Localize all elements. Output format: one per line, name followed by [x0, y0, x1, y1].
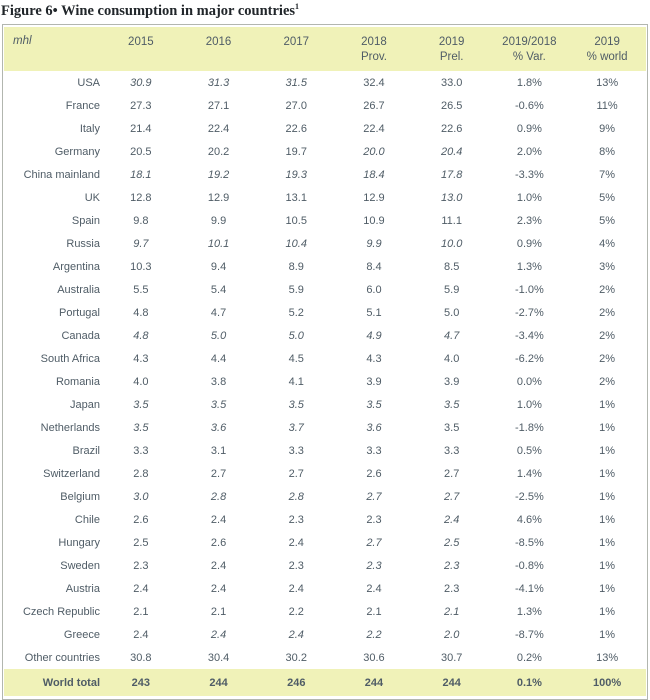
- value-cell: 3.5: [288, 398, 304, 411]
- value-cell: 2.6: [366, 467, 382, 480]
- country-cell: South Africa: [40, 352, 100, 365]
- value-cell: 10.9: [363, 214, 385, 227]
- value-cell: 5.9: [288, 283, 304, 296]
- variation-cell: -1.0%: [514, 283, 544, 296]
- value-cell: 8.4: [366, 260, 382, 273]
- table-row: [4, 554, 646, 577]
- variation-cell: 1.0%: [516, 191, 542, 204]
- table-row: [4, 623, 646, 646]
- figure-title: [0, 0, 650, 24]
- variation-cell: 1.3%: [516, 605, 542, 618]
- variation-cell: 1.3%: [516, 260, 542, 273]
- variation-cell: -3.3%: [514, 168, 544, 181]
- value-cell: 2.4: [133, 628, 149, 641]
- column-header-2016: 2016: [180, 27, 258, 71]
- table-row: [4, 232, 646, 255]
- value-cell: 3.3: [133, 444, 149, 457]
- country-cell: Netherlands: [40, 421, 100, 434]
- value-cell: 2.3: [288, 513, 304, 526]
- world-share-cell: 9%: [599, 122, 616, 135]
- country-cell: Canada: [61, 329, 100, 342]
- value-cell: 5.4: [210, 283, 227, 296]
- variation-cell: -8.5%: [514, 536, 544, 549]
- table-row: [4, 646, 646, 669]
- table-row: [4, 370, 646, 393]
- value-cell: 3.5: [133, 421, 149, 434]
- value-cell: 22.4: [207, 122, 230, 135]
- country-cell: Sweden: [60, 559, 100, 572]
- value-cell: 10.4: [285, 237, 307, 250]
- variation-cell: 1.0%: [516, 398, 542, 411]
- value-cell: 2.6: [210, 536, 227, 549]
- value-cell: 2.3: [288, 559, 304, 572]
- value-cell: 8.5: [444, 260, 460, 273]
- value-cell: 2.6: [133, 513, 149, 526]
- variation-cell: 0.0%: [516, 375, 542, 388]
- value-cell: 6.0: [366, 283, 382, 296]
- value-cell: 4.3: [366, 352, 382, 365]
- table-row: [4, 485, 646, 508]
- value-cell: 30.6: [363, 651, 385, 664]
- value-cell: 2.4: [210, 559, 227, 572]
- value-cell: 2.7: [288, 467, 304, 480]
- country-cell: Russia: [66, 237, 100, 250]
- world-share-cell: 1%: [599, 444, 616, 457]
- country-cell: China mainland: [23, 168, 100, 181]
- table-frame: [2, 24, 648, 700]
- value-cell: 5.0: [288, 329, 304, 342]
- value-cell: 19.7: [285, 145, 307, 158]
- value-cell: 31.3: [207, 76, 230, 89]
- value-cell: 2.8: [288, 490, 304, 503]
- value-cell: 27.1: [207, 99, 230, 112]
- value-cell: 30.8: [130, 651, 152, 664]
- value-cell: 2.8: [210, 490, 227, 503]
- value-cell: 32.4: [363, 76, 385, 89]
- value-cell: 30.9: [130, 76, 152, 89]
- world-share-cell: 1%: [599, 421, 616, 434]
- variation-cell: -4.1%: [514, 582, 544, 595]
- value-cell: 2.1: [133, 605, 149, 618]
- value-cell: 2.4: [210, 582, 227, 595]
- world-share-cell: 7%: [599, 168, 616, 181]
- table-row: [4, 301, 646, 324]
- total-value-cell: 244: [335, 669, 413, 696]
- table-row: [4, 347, 646, 370]
- column-header-2019-prel: 2019 Prel.: [413, 27, 491, 71]
- value-cell: 9.7: [133, 237, 149, 250]
- value-cell: 9.8: [133, 214, 149, 227]
- variation-cell: -0.8%: [514, 559, 544, 572]
- value-cell: 2.7: [210, 467, 227, 480]
- world-share-cell: 2%: [599, 306, 616, 319]
- value-cell: 2.8: [133, 467, 149, 480]
- value-cell: 3.3: [288, 444, 304, 457]
- table-row: [4, 416, 646, 439]
- value-cell: 10.0: [440, 237, 463, 250]
- country-cell: Romania: [55, 375, 100, 388]
- value-cell: 2.7: [366, 490, 382, 503]
- value-cell: 2.3: [444, 559, 460, 572]
- value-cell: 20.0: [363, 145, 385, 158]
- value-cell: 3.5: [366, 398, 382, 411]
- table-row: [4, 531, 646, 554]
- value-cell: 4.1: [288, 375, 304, 388]
- world-share-cell: 2%: [599, 283, 616, 296]
- table-body: [4, 71, 646, 669]
- value-cell: 21.4: [130, 122, 152, 135]
- variation-cell: 0.2%: [516, 651, 542, 664]
- value-cell: 26.5: [440, 99, 463, 112]
- value-cell: 12.9: [207, 191, 230, 204]
- value-cell: 20.2: [207, 145, 230, 158]
- world-share-cell: 11%: [596, 99, 618, 112]
- table-row: [4, 508, 646, 531]
- value-cell: 5.5: [133, 283, 149, 296]
- value-cell: 12.8: [130, 191, 152, 204]
- value-cell: 33.0: [440, 76, 463, 89]
- table-row: [4, 186, 646, 209]
- value-cell: 10.1: [207, 237, 230, 250]
- variation-cell: 0.9%: [516, 122, 542, 135]
- value-cell: 4.0: [133, 375, 149, 388]
- variation-cell: -3.4%: [514, 329, 544, 342]
- value-cell: 2.4: [444, 513, 460, 526]
- value-cell: 4.5: [288, 352, 304, 365]
- value-cell: 17.8: [440, 168, 463, 181]
- variation-cell: 0.9%: [516, 237, 542, 250]
- world-share-cell: 1%: [599, 536, 616, 549]
- value-cell: 5.2: [288, 306, 304, 319]
- value-cell: 4.9: [366, 329, 382, 342]
- table-row: [4, 393, 646, 416]
- value-cell: 2.1: [366, 605, 382, 618]
- value-cell: 27.3: [130, 99, 152, 112]
- table-row: [4, 209, 646, 232]
- table-row: [4, 577, 646, 600]
- country-cell: Japan: [70, 398, 100, 411]
- value-cell: 3.5: [133, 398, 149, 411]
- country-cell: Greece: [63, 628, 100, 641]
- variation-cell: 2.3%: [516, 214, 542, 227]
- world-share-cell: 1%: [599, 398, 616, 411]
- world-share-cell: 2%: [599, 352, 616, 365]
- value-cell: 22.6: [440, 122, 463, 135]
- value-cell: 3.5: [210, 398, 227, 411]
- value-cell: 4.8: [133, 329, 149, 342]
- country-cell: France: [65, 99, 100, 112]
- variation-cell: -1.8%: [514, 421, 544, 434]
- value-cell: 4.8: [133, 306, 149, 319]
- value-cell: 2.7: [366, 536, 382, 549]
- value-cell: 3.3: [444, 444, 460, 457]
- value-cell: 3.9: [444, 375, 460, 388]
- total-value-cell: 243: [102, 669, 180, 696]
- column-header-world-share: 2019 % world: [568, 27, 646, 71]
- world-share-cell: 13%: [596, 651, 619, 664]
- variation-cell: -6.2%: [514, 352, 544, 365]
- table-row: [4, 462, 646, 485]
- country-cell: Hungary: [58, 536, 100, 549]
- value-cell: 4.7: [210, 306, 227, 319]
- table-row: [4, 163, 646, 186]
- table-row: [4, 278, 646, 301]
- value-cell: 13.1: [285, 191, 307, 204]
- world-share-cell: 1%: [599, 513, 616, 526]
- value-cell: 27.0: [285, 99, 307, 112]
- value-cell: 2.7: [444, 467, 460, 480]
- table-row: [4, 71, 646, 94]
- world-share-cell: 1%: [599, 559, 616, 572]
- country-cell: USA: [77, 76, 100, 89]
- value-cell: 19.3: [285, 168, 307, 181]
- value-cell: 2.4: [210, 513, 227, 526]
- value-cell: 9.4: [210, 260, 227, 273]
- value-cell: 30.4: [207, 651, 230, 664]
- country-cell: Austria: [65, 582, 100, 595]
- value-cell: 3.9: [366, 375, 382, 388]
- country-cell: Chile: [74, 513, 100, 526]
- world-share-cell: 8%: [599, 145, 616, 158]
- value-cell: 2.7: [444, 490, 460, 503]
- value-cell: 2.4: [366, 582, 382, 595]
- world-share-cell: 13%: [596, 76, 619, 89]
- value-cell: 4.4: [210, 352, 227, 365]
- world-share-cell: 3%: [599, 260, 616, 273]
- header-row: [4, 27, 646, 71]
- value-cell: 2.2: [366, 628, 382, 641]
- value-cell: 2.3: [133, 559, 149, 572]
- value-cell: 3.7: [288, 421, 304, 434]
- column-header-variation: 2019/2018 % Var.: [491, 27, 569, 71]
- value-cell: 2.1: [210, 605, 227, 618]
- value-cell: 22.4: [363, 122, 385, 135]
- variation-cell: -2.5%: [514, 490, 544, 503]
- world-total-row: [4, 669, 646, 696]
- table-row: [4, 439, 646, 462]
- value-cell: 8.9: [288, 260, 304, 273]
- table-row: [4, 140, 646, 163]
- value-cell: 2.0: [444, 628, 460, 641]
- value-cell: 5.0: [444, 306, 460, 319]
- country-cell: Other countries: [24, 651, 100, 664]
- variation-cell: 4.6%: [516, 513, 542, 526]
- world-share-cell: 1%: [599, 490, 616, 503]
- wine-consumption-table: [4, 27, 646, 696]
- world-share-cell: 1%: [599, 467, 616, 480]
- total-value-cell: 244: [413, 669, 491, 696]
- value-cell: 10.3: [130, 260, 152, 273]
- value-cell: 13.0: [440, 191, 463, 204]
- footnote-marker: 1: [295, 2, 300, 12]
- value-cell: 2.4: [210, 628, 227, 641]
- value-cell: 10.5: [285, 214, 307, 227]
- value-cell: 4.0: [444, 352, 460, 365]
- value-cell: 3.5: [444, 421, 460, 434]
- value-cell: 18.1: [130, 168, 152, 181]
- value-cell: 30.7: [440, 651, 463, 664]
- value-cell: 3.3: [366, 444, 382, 457]
- value-cell: 2.3: [366, 559, 382, 572]
- value-cell: 2.4: [288, 582, 304, 595]
- country-cell: Spain: [71, 214, 100, 227]
- country-cell: Czech Republic: [22, 605, 100, 618]
- value-cell: 2.3: [444, 582, 460, 595]
- value-cell: 2.3: [366, 513, 382, 526]
- value-cell: 11.1: [441, 214, 462, 227]
- country-cell: Argentina: [52, 260, 100, 273]
- total-world-share-cell: 100%: [568, 669, 646, 696]
- column-header-2017: 2017: [257, 27, 335, 71]
- table-row: [4, 117, 646, 140]
- country-cell: Belgium: [60, 490, 100, 503]
- variation-cell: 1.4%: [516, 467, 542, 480]
- value-cell: 4.7: [444, 329, 460, 342]
- value-cell: 31.5: [285, 76, 307, 89]
- value-cell: 20.5: [130, 145, 152, 158]
- total-value-cell: 244: [180, 669, 258, 696]
- total-label: World total: [4, 669, 102, 696]
- world-share-cell: 1%: [599, 605, 616, 618]
- column-header-2015: 2015: [102, 27, 180, 71]
- value-cell: 2.4: [288, 628, 304, 641]
- figure-title-text: Figure 6• Wine consumption in major countries: [1, 3, 296, 19]
- value-cell: 2.5: [444, 536, 460, 549]
- table-row: [4, 255, 646, 278]
- value-cell: 3.6: [210, 421, 227, 434]
- world-share-cell: 5%: [599, 191, 616, 204]
- variation-cell: 0.5%: [516, 444, 542, 457]
- variation-cell: 2.0%: [516, 145, 542, 158]
- value-cell: 3.5: [444, 398, 460, 411]
- world-share-cell: 2%: [599, 329, 616, 342]
- value-cell: 18.4: [363, 168, 385, 181]
- country-cell: UK: [84, 191, 100, 204]
- variation-cell: -2.7%: [514, 306, 544, 319]
- total-value-cell: 246: [257, 669, 335, 696]
- value-cell: 19.2: [207, 168, 230, 181]
- table-row: [4, 600, 646, 623]
- country-cell: Germany: [54, 145, 100, 158]
- table-row: [4, 94, 646, 117]
- value-cell: 3.0: [133, 490, 149, 503]
- variation-cell: -0.6%: [514, 99, 544, 112]
- value-cell: 9.9: [366, 237, 382, 250]
- value-cell: 5.0: [210, 329, 227, 342]
- value-cell: 3.1: [210, 444, 227, 457]
- country-cell: Italy: [79, 122, 100, 135]
- value-cell: 3.8: [210, 375, 227, 388]
- value-cell: 5.9: [444, 283, 460, 296]
- value-cell: 20.4: [440, 145, 463, 158]
- value-cell: 2.2: [288, 605, 304, 618]
- value-cell: 2.5: [133, 536, 149, 549]
- world-share-cell: 1%: [599, 628, 616, 641]
- value-cell: 3.6: [366, 421, 382, 434]
- value-cell: 4.3: [133, 352, 149, 365]
- value-cell: 26.7: [363, 99, 385, 112]
- value-cell: 9.9: [210, 214, 227, 227]
- table-row: [4, 324, 646, 347]
- value-cell: 30.2: [285, 651, 307, 664]
- country-cell: Australia: [57, 283, 100, 296]
- value-cell: 5.1: [366, 306, 382, 319]
- value-cell: 2.1: [444, 605, 460, 618]
- country-cell: Brazil: [72, 444, 100, 457]
- value-cell: 22.6: [285, 122, 307, 135]
- world-share-cell: 5%: [599, 214, 616, 227]
- unit-header: mhl: [4, 27, 102, 71]
- world-share-cell: 2%: [599, 375, 616, 388]
- world-share-cell: 4%: [599, 237, 616, 250]
- value-cell: 2.4: [133, 582, 149, 595]
- value-cell: 12.9: [363, 191, 385, 204]
- country-cell: Portugal: [59, 306, 100, 319]
- variation-cell: 1.8%: [516, 76, 542, 89]
- country-cell: Switzerland: [43, 467, 100, 480]
- total-variation-cell: 0.1%: [491, 669, 569, 696]
- column-header-2018-prov: 2018 Prov.: [335, 27, 413, 71]
- value-cell: 2.4: [288, 536, 304, 549]
- variation-cell: -8.7%: [514, 628, 544, 641]
- world-share-cell: 1%: [599, 582, 616, 595]
